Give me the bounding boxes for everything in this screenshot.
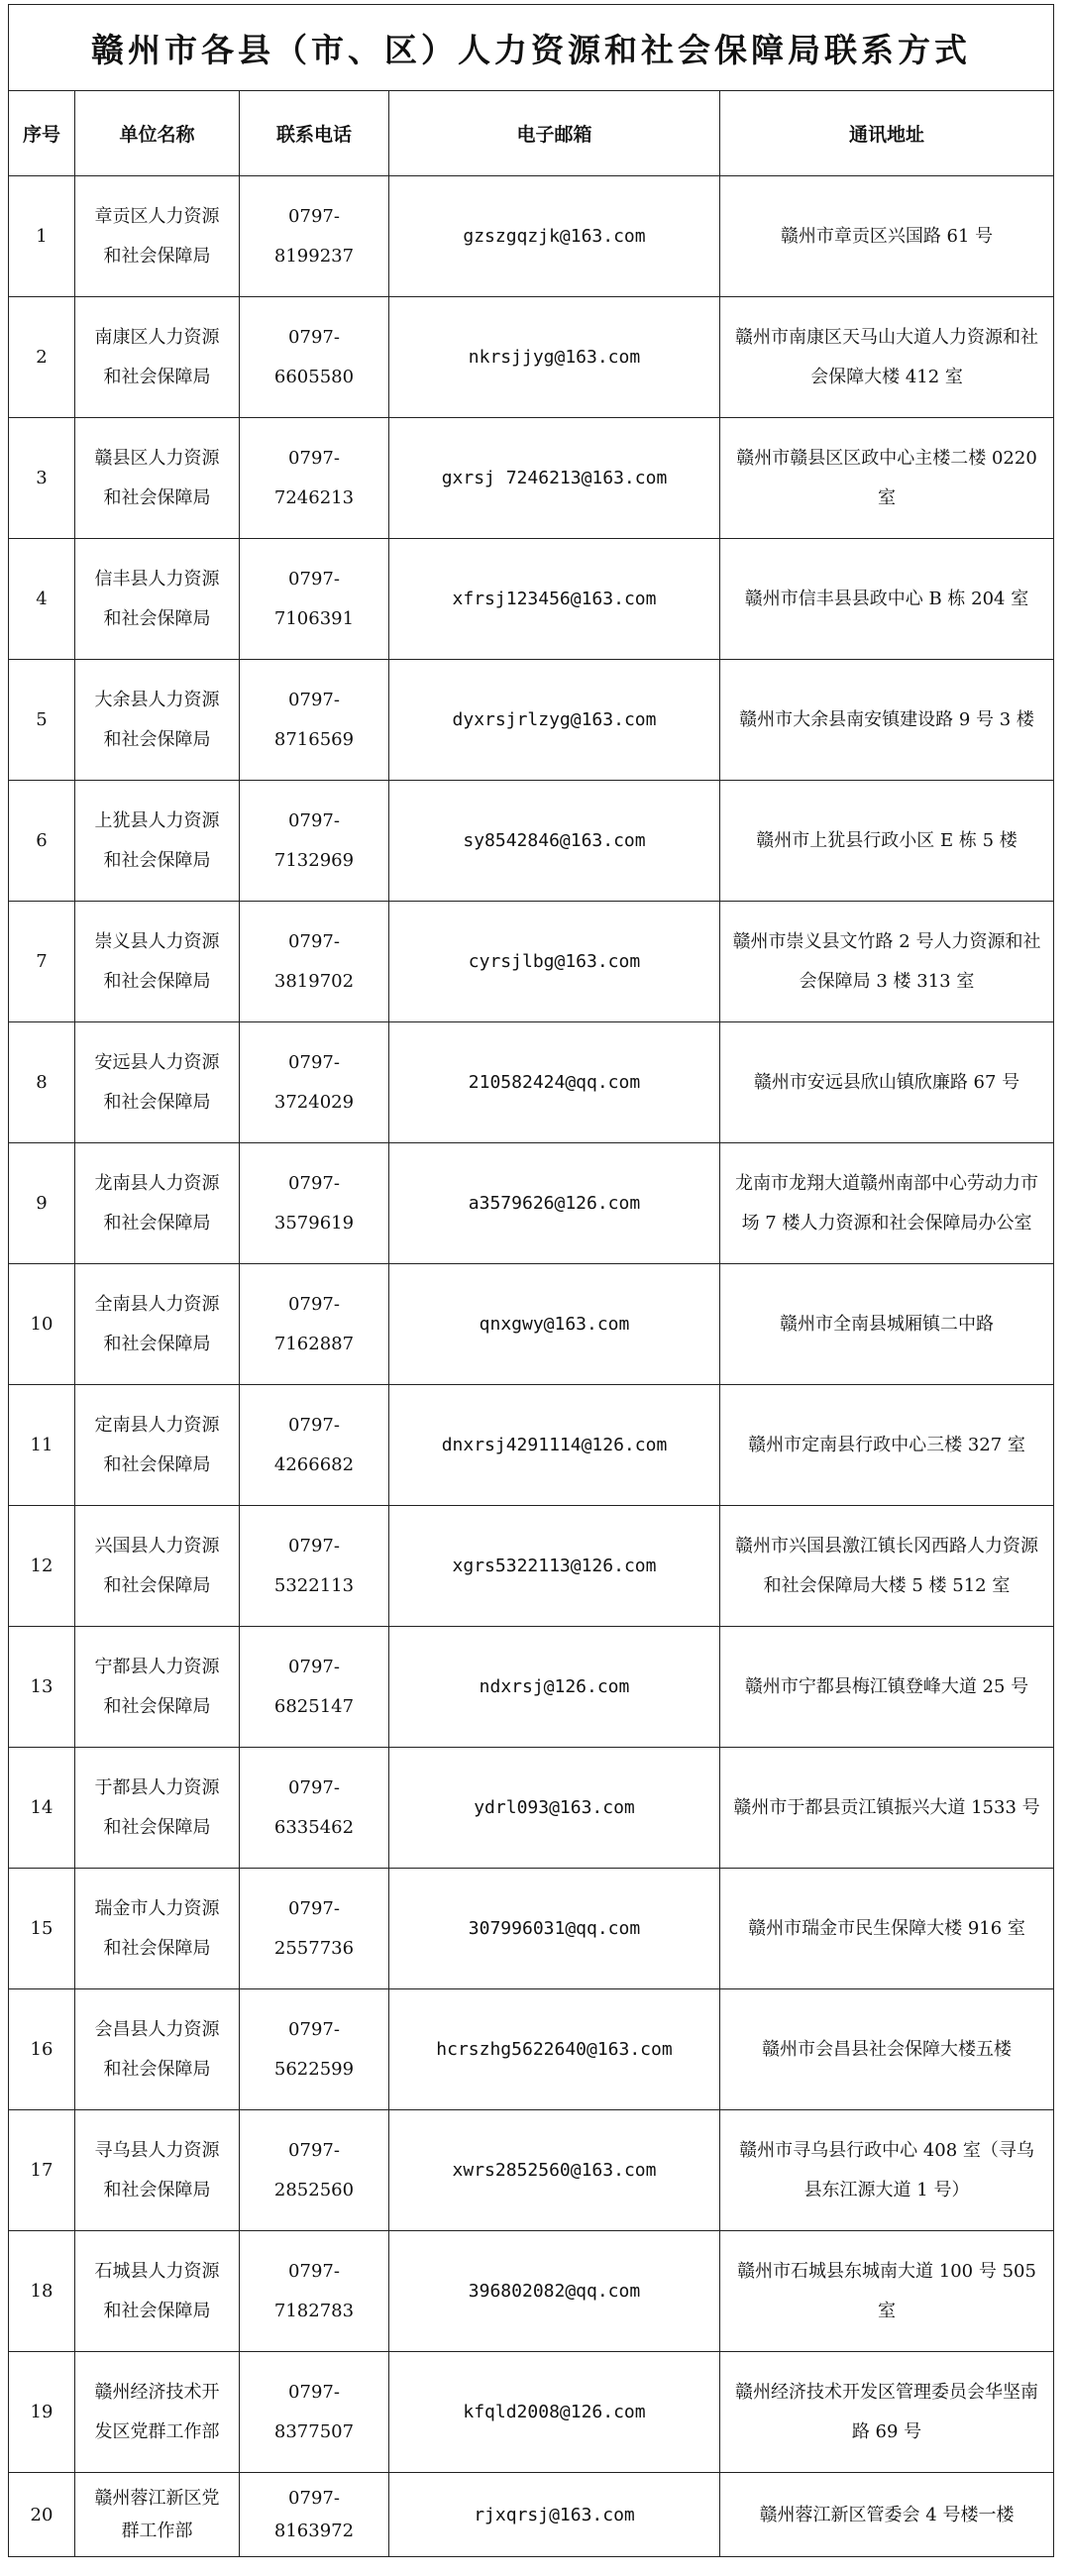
row-number: 14: [9, 1748, 75, 1869]
mailing-address: 赣州市瑞金市民生保障大楼 916 室: [720, 1869, 1054, 1989]
phone-number: 0797-4266682: [240, 1385, 389, 1506]
header-phone: 联系电话: [240, 91, 389, 176]
unit-name: 安远县人力资源和社会保障局: [75, 1022, 240, 1143]
email-address[interactable]: gxrsj 7246213@163.com: [389, 418, 720, 539]
email-address[interactable]: dnxrsj4291114@126.com: [389, 1385, 720, 1506]
mailing-address: 赣州市寻乌县行政中心 408 室（寻乌县东江源大道 1 号）: [720, 2110, 1054, 2231]
row-number: 19: [9, 2352, 75, 2473]
table-row: [9, 297, 1054, 418]
table-row: [9, 1385, 1054, 1506]
table-row: [9, 539, 1054, 660]
table-row: [9, 1022, 1054, 1143]
unit-name: 崇义县人力资源和社会保障局: [75, 902, 240, 1022]
table-row: [9, 418, 1054, 539]
unit-name: 信丰县人力资源和社会保障局: [75, 539, 240, 660]
unit-name: 章贡区人力资源和社会保障局: [75, 176, 240, 297]
row-number: 4: [9, 539, 75, 660]
table-row: [9, 1869, 1054, 1989]
phone-number: 0797-6335462: [240, 1748, 389, 1869]
mailing-address: 赣州市南康区天马山大道人力资源和社会保障大楼 412 室: [720, 297, 1054, 418]
email-address[interactable]: 210582424@qq.com: [389, 1022, 720, 1143]
phone-number: 0797-2557736: [240, 1869, 389, 1989]
email-address[interactable]: ydrl093@163.com: [389, 1748, 720, 1869]
email-address[interactable]: cyrsjlbg@163.com: [389, 902, 720, 1022]
mailing-address: 赣州市崇义县文竹路 2 号人力资源和社会保障局 3 楼 313 室: [720, 902, 1054, 1022]
table-row: [9, 2473, 1054, 2557]
email-address[interactable]: gzszgqzjk@163.com: [389, 176, 720, 297]
email-address[interactable]: sy8542846@163.com: [389, 781, 720, 902]
table-row: [9, 1506, 1054, 1627]
phone-number: 0797-8377507: [240, 2352, 389, 2473]
mailing-address: 赣州市安远县欣山镇欣廉路 67 号: [720, 1022, 1054, 1143]
header-no: 序号: [9, 91, 75, 176]
row-number: 6: [9, 781, 75, 902]
row-number: 5: [9, 660, 75, 781]
mailing-address: 赣州市兴国县激江镇长冈西路人力资源和社会保障局大楼 5 楼 512 室: [720, 1506, 1054, 1627]
unit-name: 龙南县人力资源和社会保障局: [75, 1143, 240, 1264]
unit-name: 赣县区人力资源和社会保障局: [75, 418, 240, 539]
email-address[interactable]: 396802082@qq.com: [389, 2231, 720, 2352]
email-address[interactable]: ndxrsj@126.com: [389, 1627, 720, 1748]
row-number: 7: [9, 902, 75, 1022]
header-row: [9, 91, 1054, 176]
unit-name: 会昌县人力资源和社会保障局: [75, 1989, 240, 2110]
phone-number: 0797-7106391: [240, 539, 389, 660]
phone-number: 0797-7246213: [240, 418, 389, 539]
unit-name: 赣州蓉江新区党群工作部: [75, 2473, 240, 2557]
row-number: 13: [9, 1627, 75, 1748]
unit-name: 定南县人力资源和社会保障局: [75, 1385, 240, 1506]
mailing-address: 赣州市会昌县社会保障大楼五楼: [720, 1989, 1054, 2110]
email-address[interactable]: dyxrsjrlzyg@163.com: [389, 660, 720, 781]
row-number: 15: [9, 1869, 75, 1989]
table-row: [9, 2352, 1054, 2473]
email-address[interactable]: kfqld2008@126.com: [389, 2352, 720, 2473]
header-email: 电子邮箱: [389, 91, 720, 176]
phone-number: 0797-6605580: [240, 297, 389, 418]
email-address[interactable]: rjxqrsj@163.com: [389, 2473, 720, 2557]
table-row: [9, 1989, 1054, 2110]
unit-name: 南康区人力资源和社会保障局: [75, 297, 240, 418]
table-row: [9, 781, 1054, 902]
unit-name: 于都县人力资源和社会保障局: [75, 1748, 240, 1869]
table-row: [9, 660, 1054, 781]
unit-name: 宁都县人力资源和社会保障局: [75, 1627, 240, 1748]
mailing-address: 赣州市赣县区区政中心主楼二楼 0220 室: [720, 418, 1054, 539]
unit-name: 瑞金市人力资源和社会保障局: [75, 1869, 240, 1989]
header-unit: 单位名称: [75, 91, 240, 176]
contacts-table: [8, 4, 1054, 2557]
table-row: [9, 902, 1054, 1022]
row-number: 1: [9, 176, 75, 297]
unit-name: 石城县人力资源和社会保障局: [75, 2231, 240, 2352]
phone-number: 0797-8716569: [240, 660, 389, 781]
row-number: 11: [9, 1385, 75, 1506]
table-row: [9, 1748, 1054, 1869]
email-address[interactable]: xwrs2852560@163.com: [389, 2110, 720, 2231]
mailing-address: 赣州市定南县行政中心三楼 327 室: [720, 1385, 1054, 1506]
phone-number: 0797-7132969: [240, 781, 389, 902]
table-row: [9, 2110, 1054, 2231]
phone-number: 0797-3724029: [240, 1022, 389, 1143]
title-row: [9, 5, 1054, 91]
phone-number: 0797-2852560: [240, 2110, 389, 2231]
unit-name: 大余县人力资源和社会保障局: [75, 660, 240, 781]
unit-name: 赣州经济技术开发区党群工作部: [75, 2352, 240, 2473]
row-number: 10: [9, 1264, 75, 1385]
email-address[interactable]: 307996031@qq.com: [389, 1869, 720, 1989]
phone-number: 0797-5322113: [240, 1506, 389, 1627]
email-address[interactable]: xgrs5322113@126.com: [389, 1506, 720, 1627]
unit-name: 全南县人力资源和社会保障局: [75, 1264, 240, 1385]
contact-sheet: [8, 4, 1053, 2557]
row-number: 2: [9, 297, 75, 418]
row-number: 8: [9, 1022, 75, 1143]
row-number: 16: [9, 1989, 75, 2110]
phone-number: 0797-7182783: [240, 2231, 389, 2352]
email-address[interactable]: hcrszhg5622640@163.com: [389, 1989, 720, 2110]
mailing-address: 赣州市大余县南安镇建设路 9 号 3 楼: [720, 660, 1054, 781]
table-body: [9, 176, 1054, 2557]
mailing-address: 龙南市龙翔大道赣州南部中心劳动力市场 7 楼人力资源和社会保障局办公室: [720, 1143, 1054, 1264]
email-address[interactable]: xfrsj123456@163.com: [389, 539, 720, 660]
mailing-address: 赣州市章贡区兴国路 61 号: [720, 176, 1054, 297]
phone-number: 0797-3579619: [240, 1143, 389, 1264]
row-number: 17: [9, 2110, 75, 2231]
unit-name: 兴国县人力资源和社会保障局: [75, 1506, 240, 1627]
row-number: 12: [9, 1506, 75, 1627]
phone-number: 0797-5622599: [240, 1989, 389, 2110]
mailing-address: 赣州经济技术开发区管理委员会华坚南路 69 号: [720, 2352, 1054, 2473]
row-number: 20: [9, 2473, 75, 2557]
row-number: 3: [9, 418, 75, 539]
mailing-address: 赣州市宁都县梅江镇登峰大道 25 号: [720, 1627, 1054, 1748]
email-address[interactable]: qnxgwy@163.com: [389, 1264, 720, 1385]
mailing-address: 赣州市上犹县行政小区 E 栋 5 楼: [720, 781, 1054, 902]
mailing-address: 赣州市石城县东城南大道 100 号 505 室: [720, 2231, 1054, 2352]
mailing-address: 赣州蓉江新区管委会 4 号楼一楼: [720, 2473, 1054, 2557]
phone-number: 0797-8163972: [240, 2473, 389, 2557]
table-row: [9, 2231, 1054, 2352]
table-row: [9, 1264, 1054, 1385]
table-row: [9, 1143, 1054, 1264]
mailing-address: 赣州市于都县贡江镇振兴大道 1533 号: [720, 1748, 1054, 1869]
mailing-address: 赣州市全南县城厢镇二中路: [720, 1264, 1054, 1385]
phone-number: 0797-6825147: [240, 1627, 389, 1748]
page-title: 赣州市各县（市、区）人力资源和社会保障局联系方式: [9, 5, 1054, 91]
phone-number: 0797-7162887: [240, 1264, 389, 1385]
unit-name: 上犹县人力资源和社会保障局: [75, 781, 240, 902]
table-row: [9, 1627, 1054, 1748]
header-address: 通讯地址: [720, 91, 1054, 176]
phone-number: 0797-3819702: [240, 902, 389, 1022]
email-address[interactable]: nkrsjjyg@163.com: [389, 297, 720, 418]
mailing-address: 赣州市信丰县县政中心 B 栋 204 室: [720, 539, 1054, 660]
email-address[interactable]: a3579626@126.com: [389, 1143, 720, 1264]
unit-name: 寻乌县人力资源和社会保障局: [75, 2110, 240, 2231]
row-number: 9: [9, 1143, 75, 1264]
table-row: [9, 176, 1054, 297]
phone-number: 0797-8199237: [240, 176, 389, 297]
row-number: 18: [9, 2231, 75, 2352]
